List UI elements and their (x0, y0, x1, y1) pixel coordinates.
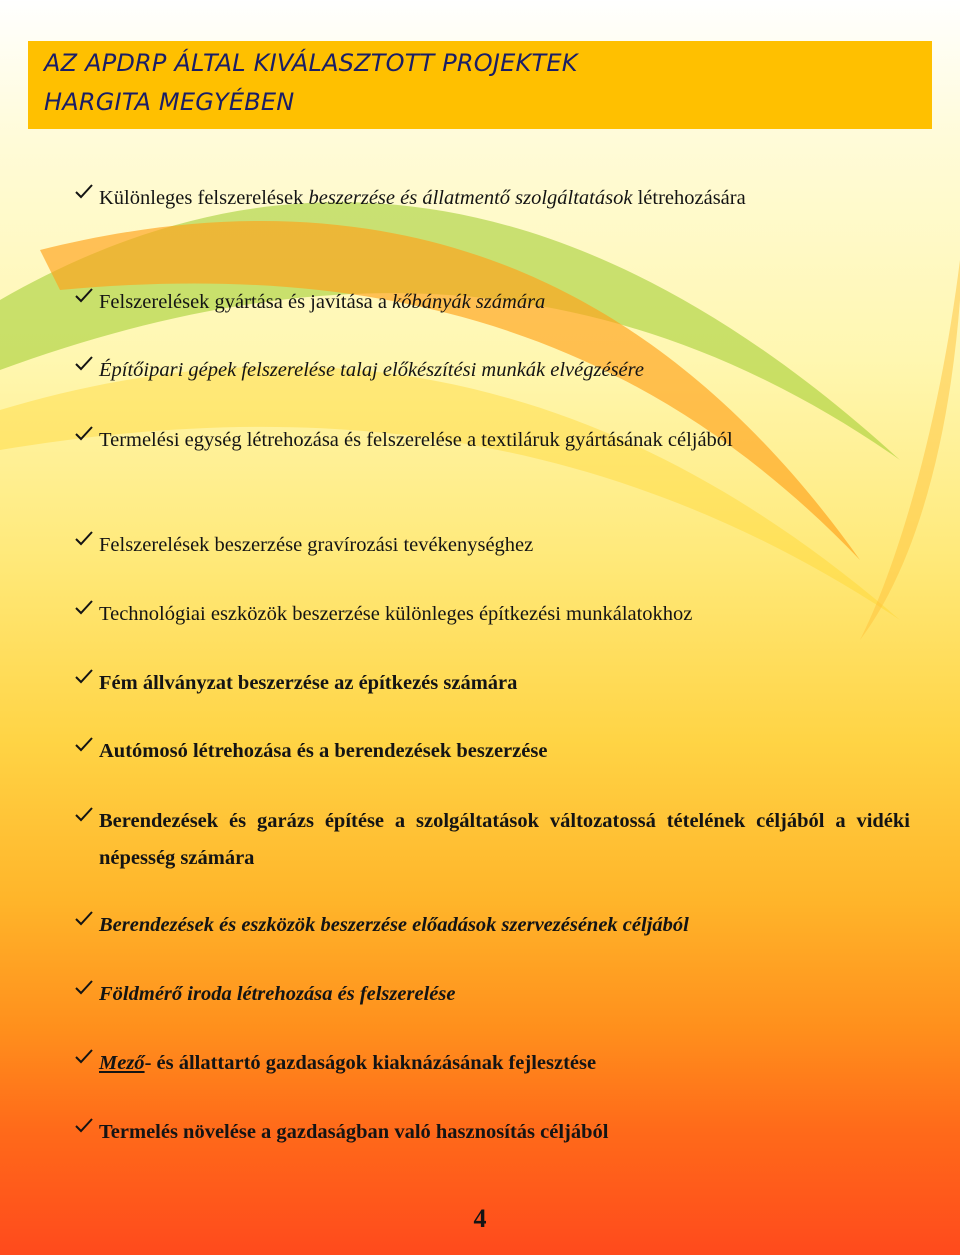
list-item (74, 1045, 910, 1082)
item-text: Mező- és állattartó gazdaságok kiaknázásának fejlesztése (99, 1052, 597, 1074)
item-text: Fém állványzat beszerzése az építkezés számára (99, 672, 518, 694)
list-item (74, 665, 910, 702)
list-item (74, 596, 910, 633)
list-item (74, 1114, 910, 1151)
checkmark-icon (74, 424, 94, 444)
item-text: Technológiai eszközök beszerzése különleges építkezési munkálatokhoz (99, 603, 693, 625)
checkmark-icon (74, 978, 94, 998)
checkmark-icon (74, 529, 94, 549)
item-text: Földmérő iroda létrehozása és felszerelése (99, 983, 456, 1005)
checkmark-icon (74, 286, 94, 306)
list-item (74, 803, 910, 877)
checkmark-icon (74, 805, 94, 825)
item-text: Termelési egység létrehozása és felszerelése a textiláruk gyártásának céljából (99, 429, 733, 451)
checkmark-icon (74, 182, 94, 202)
item-text: Berendezések és garázs építése a szolgáltatások változatossá tételének céljából a vidéki népesség számára (99, 810, 910, 869)
item-text: Építőipari gépek felszerelése talaj előkészítési munkák elvégzésére (99, 359, 644, 381)
title-line-1: AZ APDRP ÁLTAL KIVÁLASZTOTT PROJEKTEK (44, 49, 578, 77)
item-text: Különleges felszerelések beszerzése és állatmentő szolgáltatások létrehozására (99, 187, 746, 209)
item-text: Berendezések és eszközök beszerzése előadások szervezésének céljából (99, 914, 689, 936)
checkmark-icon (74, 735, 94, 755)
title-banner (28, 41, 932, 129)
checkmark-icon (74, 598, 94, 618)
item-text: Termelés növelése a gazdaságban való hasznosítás céljából (99, 1121, 609, 1143)
yellow-swoosh (0, 366, 900, 620)
item-text: Felszerelések gyártása és javítása a kőbányák számára (99, 291, 546, 313)
list-item (74, 976, 910, 1013)
item-text: Autómosó létrehozása és a berendezések beszerzése (99, 740, 548, 762)
checkmark-icon (74, 354, 94, 374)
list-item (74, 284, 910, 321)
list-item (74, 422, 910, 459)
item-text: Felszerelések beszerzése gravírozási tevékenységhez (99, 534, 534, 556)
list-item (74, 180, 910, 217)
list-item (74, 907, 910, 944)
checkmark-icon (74, 909, 94, 929)
title-line-2: HARGITA MEGYÉBEN (44, 88, 295, 116)
page-number: 4 (473, 1204, 487, 1233)
checkmark-icon (74, 667, 94, 687)
list-item (74, 352, 910, 389)
checkmark-icon (74, 1116, 94, 1136)
list-item (74, 733, 910, 770)
checkmark-icon (74, 1047, 94, 1067)
list-item (74, 527, 910, 564)
